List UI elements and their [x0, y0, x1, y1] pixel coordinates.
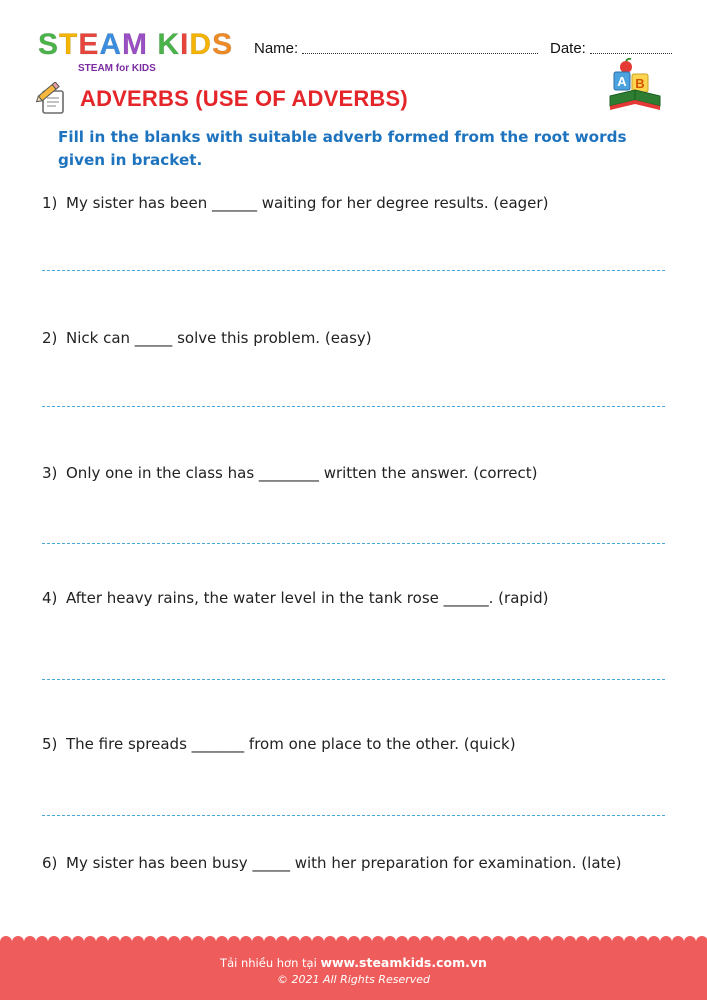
page-title: ADVERBS (USE OF ADVERBS): [80, 86, 408, 111]
question-1: [42, 194, 548, 212]
logo-letter: S: [38, 28, 60, 61]
question-number: 5): [42, 735, 58, 753]
book-letter-a: A: [617, 74, 627, 89]
abc-book-icon: [606, 58, 664, 114]
name-field[interactable]: [302, 53, 538, 54]
question-number: 6): [42, 854, 58, 872]
logo-letter: [148, 30, 157, 60]
date-field[interactable]: [590, 53, 672, 54]
question-number: 3): [42, 464, 58, 482]
footer-website-link[interactable]: www.steamkids.com.vn: [320, 955, 487, 970]
instructions: Fill in the blanks with suitable adverb formed from the root words given in bracket.: [58, 128, 627, 169]
page-header: [0, 0, 707, 80]
name-label: Name:: [254, 40, 299, 57]
question-text: Only one in the class has ________ written the answer. (correct): [66, 464, 538, 482]
date-label: Date:: [550, 40, 586, 57]
logo-letter: T: [59, 28, 79, 61]
question-text: My sister has been ______ waiting for her degree results. (eager): [66, 194, 549, 212]
question-3: [42, 464, 538, 482]
page-footer: [0, 942, 707, 1000]
logo-letter: K: [157, 28, 181, 61]
footer-copyright: © 2021 All Rights Reserved: [276, 973, 430, 986]
logo-letter: I: [180, 28, 190, 61]
question-text: The fire spreads _______ from one place to the other. (quick): [66, 735, 516, 753]
question-number: 2): [42, 329, 58, 347]
logo-letter: S: [212, 28, 234, 61]
answer-line-5[interactable]: [42, 815, 665, 816]
footer-download-text: [0, 955, 707, 970]
answer-line-2[interactable]: [42, 406, 665, 407]
answer-line-3[interactable]: [42, 543, 665, 544]
answer-line-1[interactable]: [42, 270, 665, 271]
question-number: 1): [42, 194, 58, 212]
question-text: My sister has been busy _____ with her preparation for examination. (late): [66, 854, 622, 872]
question-number: 4): [42, 589, 58, 607]
logo-letter: D: [189, 28, 213, 61]
question-2: [42, 329, 372, 347]
logo-letter: A: [99, 28, 123, 61]
logo-letter: E: [78, 28, 100, 61]
title-row: [36, 82, 676, 116]
question-5: [42, 735, 516, 753]
book-letter-b: B: [635, 76, 645, 91]
question-4: [42, 589, 548, 607]
footer-scallop-border: [0, 936, 707, 948]
logo-letter: M: [122, 28, 149, 61]
logo-wordmark: [38, 30, 233, 60]
answer-line-4[interactable]: [42, 679, 665, 680]
logo-tagline: STEAM for KIDS: [78, 63, 156, 74]
question-6: [42, 854, 622, 872]
footer-prefix: Tải nhiều hơn tại: [220, 956, 321, 970]
pencil-paper-icon: [36, 82, 70, 116]
question-text: After heavy rains, the water level in the tank rose ______. (rapid): [66, 589, 549, 607]
question-text: Nick can _____ solve this problem. (easy): [66, 329, 372, 347]
